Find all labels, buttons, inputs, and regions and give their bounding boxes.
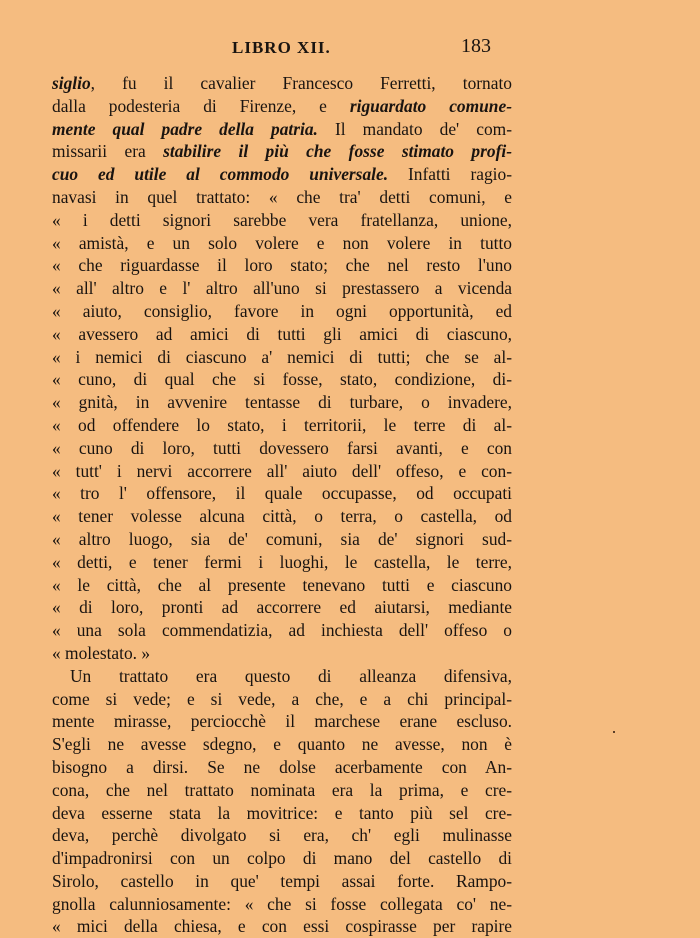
text-run: cona, che nel trattato nominata era la prima, e cre- <box>52 779 512 800</box>
text-line <box>52 482 512 505</box>
text-line <box>52 505 512 528</box>
italic-run: siglio <box>52 73 91 93</box>
text-run: gnolla calunniosamente: « che si fosse collegata co' ne- <box>52 893 512 914</box>
text-run: S'egli ne avesse sdegno, e quanto ne avesse, non è <box>52 734 512 755</box>
text-line <box>52 733 512 756</box>
text-run: come si vede; e si vede, a che, e a chi principal- <box>52 688 512 709</box>
text-line <box>52 551 512 574</box>
text-line <box>52 710 512 733</box>
text-line <box>52 619 512 642</box>
text-line <box>52 414 512 437</box>
text-line <box>52 915 512 938</box>
text-line <box>52 209 512 232</box>
text-line <box>52 870 512 893</box>
text-run: dalla podesteria di Firenze, e <box>52 95 350 116</box>
text-line <box>52 323 512 346</box>
text-run: mente mirasse, perciocchè il marchese erane escluso. <box>52 711 512 732</box>
text-run: « detti, e tener fermi i luoghi, le castella, le terre, <box>52 551 512 572</box>
chapter-title: LIBRO XII. <box>232 38 331 57</box>
italic-run: mente qual padre della patria. <box>52 118 318 139</box>
running-head <box>0 35 700 64</box>
text-line <box>52 756 512 779</box>
text-line <box>52 824 512 847</box>
text-run: « una sola commendatizia, ad inchiesta dell' offeso o <box>52 620 512 641</box>
text-line <box>52 300 512 323</box>
text-line <box>52 779 512 802</box>
text-run: « tro l' offensore, il quale occupasse, od occupati <box>52 483 512 504</box>
text-line <box>52 528 512 551</box>
text-line <box>52 574 512 597</box>
text-line <box>52 277 512 300</box>
text-run: d'impadronirsi con un colpo di mano del castello di <box>52 848 512 869</box>
text-run: bisogno a dirsi. Se ne dolse acerbamente con An- <box>52 756 512 777</box>
text-run: « di loro, pronti ad accorrere ed aiutarsi, mediante <box>52 597 512 618</box>
text-line <box>52 232 512 255</box>
text-run: deva, perchè divolgato si era, ch' egli mulinasse <box>52 825 512 846</box>
text-run: Un trattato era questo di alleanza difensiva, <box>70 665 512 686</box>
text-line <box>52 665 512 688</box>
text-line <box>52 596 512 619</box>
text-line <box>52 140 512 163</box>
text-run: « i detti signori sarebbe vera fratellanza, unione, <box>52 209 512 230</box>
page-number: 183 <box>461 35 491 57</box>
text-line <box>52 460 512 483</box>
text-run: « cuno, di qual che si fosse, stato, condizione, di- <box>52 369 512 390</box>
body-text <box>52 72 512 938</box>
text-line <box>52 688 512 711</box>
text-run: missarii era <box>52 141 164 162</box>
text-run: Il mandato de' com- <box>317 118 512 139</box>
italic-run: stabilire il più che fosse stimato profi- <box>163 141 512 162</box>
text-run: « molestato. » <box>52 642 151 663</box>
text-run: deva esserne stata la movitrice: e tanto più sel cre- <box>52 802 512 823</box>
text-run: « altro luogo, sia de' comuni, sia de' signori sud- <box>52 528 512 549</box>
text-line <box>52 95 512 118</box>
text-run: « mici della chiesa, e con essi cospirasse per rapire <box>52 916 512 937</box>
text-line <box>52 642 512 665</box>
text-line <box>52 186 512 209</box>
text-run: « cuno di loro, tutti dovessero farsi avanti, e con <box>52 437 512 458</box>
italic-run: cuo ed utile al commodo universale. <box>52 164 389 185</box>
text-line <box>52 391 512 414</box>
text-line <box>52 254 512 277</box>
text-run: Sirolo, castello in que' tempi assai forte. Rampo- <box>52 870 512 891</box>
text-run: Infatti ragio- <box>388 164 512 185</box>
text-run: « tutt' i nervi accorrere all' aiuto dell' offeso, e con- <box>52 460 512 481</box>
text-run: « che riguardasse il loro stato; che nel resto l'uno <box>52 255 512 276</box>
text-run: , fu il cavalier Francesco Ferretti, tornato <box>90 73 512 93</box>
text-line <box>52 368 512 391</box>
text-run: « tener volesse alcuna città, o terra, o castella, od <box>52 506 512 527</box>
text-run: « amistà, e un solo volere e non volere in tutto <box>52 232 512 253</box>
text-line <box>52 346 512 369</box>
text-line <box>52 118 512 141</box>
text-run: « i nemici di ciascuno a' nemici di tutti; che se al- <box>52 346 512 367</box>
text-line <box>52 437 512 460</box>
text-line <box>52 847 512 870</box>
text-run: « all' altro e l' altro all'uno si prestassero a vicenda <box>52 278 512 299</box>
text-run: « od offendere lo stato, i territorii, le terre di al- <box>52 414 512 435</box>
text-line <box>52 802 512 825</box>
text-run: « aiuto, consiglio, favore in ogni opportunità, ed <box>52 300 512 321</box>
ink-speck <box>613 731 615 733</box>
text-run: « gnità, in avvenire tentasse di turbare, o invadere, <box>52 392 512 413</box>
text-run: « le città, che al presente tenevano tutti e ciascuno <box>52 574 512 595</box>
text-run: navasi in quel trattato: « che tra' detti comuni, e <box>52 186 512 207</box>
text-line <box>52 163 512 186</box>
text-line <box>52 72 512 95</box>
text-run: « avessero ad amici di tutti gli amici di ciascuno, <box>52 323 512 344</box>
text-line <box>52 893 512 916</box>
italic-run: riguardato comune- <box>349 95 512 116</box>
